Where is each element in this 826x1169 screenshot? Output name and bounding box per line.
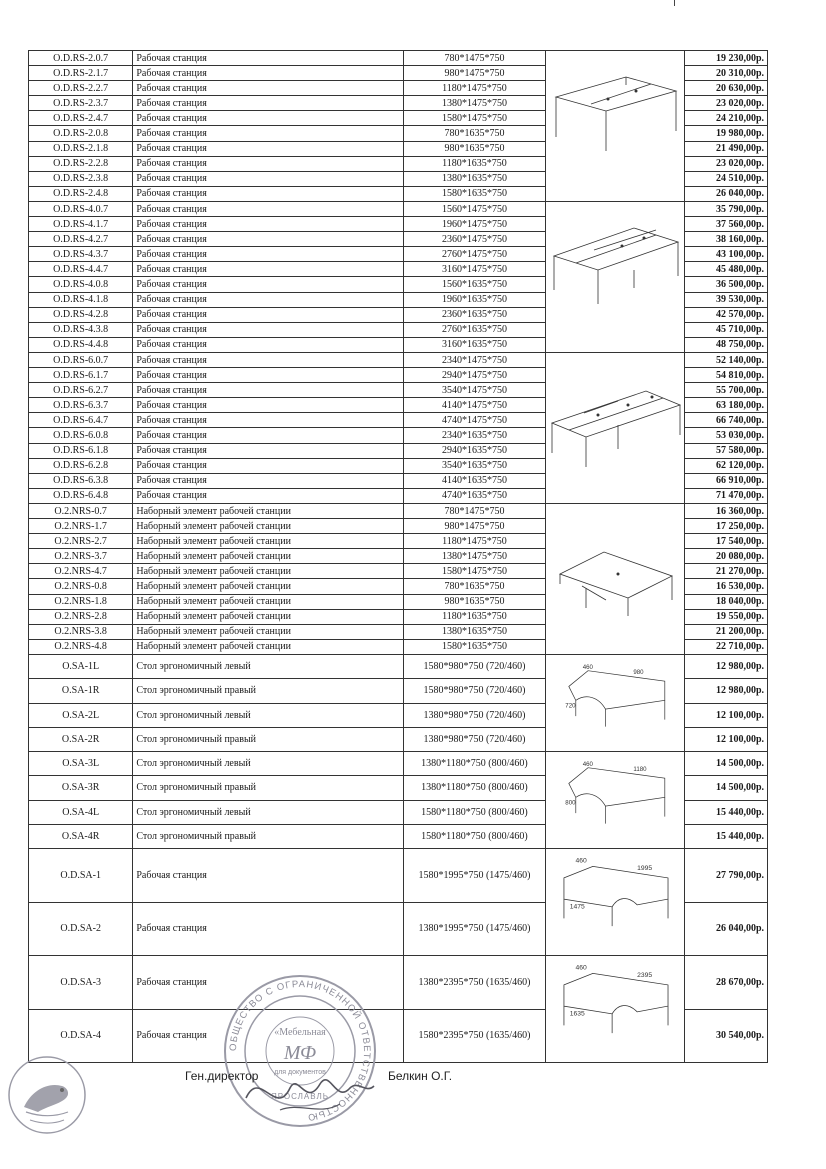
product-code: O.SA-2R: [29, 727, 133, 751]
product-code: O.D.RS-2.2.7: [29, 81, 133, 96]
product-size: 4740*1635*750: [404, 488, 546, 503]
dimension-label: 980: [632, 669, 644, 677]
product-code: O.D.RS-2.3.8: [29, 171, 133, 186]
product-size: 2360*1635*750: [404, 307, 546, 322]
product-size: 1580*2395*750 (1635/460): [404, 1009, 546, 1063]
dimension-label: 460: [575, 964, 587, 972]
product-code: O.2.NRS-0.8: [29, 579, 133, 594]
product-code: O.D.RS-6.1.8: [29, 443, 133, 458]
product-code: O.D.RS-2.1.8: [29, 141, 133, 156]
desk-6-drawing: [545, 353, 685, 504]
product-price: 18 040,00р.: [685, 594, 768, 609]
product-name: Наборный элемент рабочей станции: [133, 579, 404, 594]
product-price: 15 440,00р.: [685, 800, 768, 824]
product-size: 1380*2395*750 (1635/460): [404, 956, 546, 1010]
product-name: Рабочая станция: [133, 849, 404, 903]
product-price: 35 790,00р.: [685, 202, 768, 217]
product-price: 24 510,00р.: [685, 171, 768, 186]
dimension-label: 800: [564, 799, 576, 807]
product-code: O.2.NRS-3.7: [29, 549, 133, 564]
product-code: O.D.RS-4.3.7: [29, 247, 133, 262]
product-price: 12 100,00р.: [685, 703, 768, 727]
product-size: 2340*1635*750: [404, 428, 546, 443]
product-size: 780*1475*750: [404, 504, 546, 519]
table-row: [29, 752, 768, 776]
product-name: Рабочая станция: [133, 81, 404, 96]
product-code: O.2.NRS-2.7: [29, 534, 133, 549]
product-code: O.D.RS-2.4.7: [29, 111, 133, 126]
product-size: 1580*980*750 (720/460): [404, 679, 546, 703]
product-code: O.D.RS-2.1.7: [29, 66, 133, 81]
table-row: [29, 51, 768, 66]
product-name: Рабочая станция: [133, 413, 404, 428]
page-corner-mark: [674, 0, 675, 6]
product-price: 36 500,00р.: [685, 277, 768, 292]
product-name: Рабочая станция: [133, 202, 404, 217]
product-name: Рабочая станция: [133, 902, 404, 956]
product-name: Стол эргономичный левый: [133, 752, 404, 776]
product-name: Рабочая станция: [133, 247, 404, 262]
product-size: 2940*1475*750: [404, 368, 546, 383]
product-price: 21 200,00р.: [685, 624, 768, 639]
product-name: Наборный элемент рабочей станции: [133, 624, 404, 639]
product-code: O.D.RS-4.3.8: [29, 322, 133, 337]
product-code: O.SA-1R: [29, 679, 133, 703]
dimension-label: 1180: [632, 766, 647, 774]
product-price: 38 160,00р.: [685, 232, 768, 247]
product-size: 3540*1475*750: [404, 383, 546, 398]
product-name: Рабочая станция: [133, 262, 404, 277]
product-size: 4140*1475*750: [404, 398, 546, 413]
product-code: O.D.RS-2.3.7: [29, 96, 133, 111]
product-size: 980*1475*750: [404, 66, 546, 81]
table-row: [29, 849, 768, 903]
table-row: [29, 655, 768, 679]
product-name: Рабочая станция: [133, 383, 404, 398]
product-price: 20 080,00р.: [685, 549, 768, 564]
stamp-note: для документов: [274, 1069, 326, 1076]
product-size: 1380*1180*750 (800/460): [404, 776, 546, 800]
product-price: 52 140,00р.: [685, 353, 768, 368]
product-code: O.D.SA-2: [29, 902, 133, 956]
product-price: 23 020,00р.: [685, 156, 768, 171]
product-name: Рабочая станция: [133, 473, 404, 488]
product-code: O.D.RS-6.3.8: [29, 473, 133, 488]
product-size: 780*1475*750: [404, 51, 546, 66]
product-price: 14 500,00р.: [685, 752, 768, 776]
product-price: 53 030,00р.: [685, 428, 768, 443]
dimension-label: 1995: [636, 865, 652, 873]
product-name: Рабочая станция: [133, 277, 404, 292]
product-code: O.D.RS-4.0.7: [29, 202, 133, 217]
product-size: 1960*1635*750: [404, 292, 546, 307]
product-code: O.SA-1L: [29, 655, 133, 679]
product-price: 45 710,00р.: [685, 322, 768, 337]
dimension-label: 1475: [569, 903, 585, 911]
product-price: 12 980,00р.: [685, 655, 768, 679]
product-size: 1180*1635*750: [404, 609, 546, 624]
product-code: O.D.RS-4.4.7: [29, 262, 133, 277]
product-code: O.D.RS-4.1.7: [29, 217, 133, 232]
product-code: O.D.RS-4.2.8: [29, 307, 133, 322]
product-size: 2760*1475*750: [404, 247, 546, 262]
product-price: 30 540,00р.: [685, 1009, 768, 1063]
product-name: Рабочая станция: [133, 292, 404, 307]
product-name: Рабочая станция: [133, 126, 404, 141]
product-size: 1580*1475*750: [404, 111, 546, 126]
product-size: 1380*1635*750: [404, 624, 546, 639]
workstation-1995-drawing: [545, 849, 685, 956]
product-name: Рабочая станция: [133, 232, 404, 247]
product-size: 1960*1475*750: [404, 217, 546, 232]
product-name: Рабочая станция: [133, 443, 404, 458]
product-size: 780*1635*750: [404, 579, 546, 594]
product-price: 16 360,00р.: [685, 504, 768, 519]
desk-4-drawing: [545, 202, 685, 353]
product-price: 22 710,00р.: [685, 639, 768, 654]
product-price: 37 560,00р.: [685, 217, 768, 232]
product-price: 28 670,00р.: [685, 956, 768, 1010]
product-price: 71 470,00р.: [685, 488, 768, 503]
product-size: 4740*1475*750: [404, 413, 546, 428]
product-name: Наборный элемент рабочей станции: [133, 504, 404, 519]
product-name: Стол эргономичный левый: [133, 703, 404, 727]
product-price: 23 020,00р.: [685, 96, 768, 111]
product-name: Рабочая станция: [133, 66, 404, 81]
product-name: Стол эргономичный правый: [133, 679, 404, 703]
product-code: O.SA-2L: [29, 703, 133, 727]
dimension-label: 460: [575, 857, 587, 865]
product-code: O.2.NRS-4.7: [29, 564, 133, 579]
price-table: [28, 50, 768, 1063]
product-price: 15 440,00р.: [685, 824, 768, 848]
product-code: O.2.NRS-2.8: [29, 609, 133, 624]
product-name: Стол эргономичный правый: [133, 824, 404, 848]
product-name: Рабочая станция: [133, 398, 404, 413]
dimension-label: 460: [582, 663, 593, 671]
product-size: 1560*1475*750: [404, 202, 546, 217]
product-name: Рабочая станция: [133, 1009, 404, 1063]
product-size: 1580*980*750 (720/460): [404, 655, 546, 679]
product-name: Рабочая станция: [133, 458, 404, 473]
product-size: 1580*1475*750: [404, 564, 546, 579]
product-size: 1380*1635*750: [404, 171, 546, 186]
stamp-name: «Мебельная: [274, 1027, 326, 1038]
product-code: O.D.RS-6.2.8: [29, 458, 133, 473]
product-code: O.2.NRS-1.7: [29, 519, 133, 534]
product-price: 39 530,00р.: [685, 292, 768, 307]
product-price: 17 250,00р.: [685, 519, 768, 534]
dimension-label: 1635: [569, 1010, 585, 1018]
product-size: 1580*1635*750: [404, 639, 546, 654]
product-name: Наборный элемент рабочей станции: [133, 564, 404, 579]
product-size: 1580*1180*750 (800/460): [404, 800, 546, 824]
table-row: [29, 202, 768, 217]
stamp-city: ЯРОСЛАВЛЬ: [270, 1092, 330, 1101]
product-code: O.D.RS-2.0.8: [29, 126, 133, 141]
product-code: O.D.RS-4.0.8: [29, 277, 133, 292]
product-price: 19 980,00р.: [685, 126, 768, 141]
product-name: Рабочая станция: [133, 141, 404, 156]
table-row: [29, 956, 768, 1010]
product-price: 66 910,00р.: [685, 473, 768, 488]
handwritten-signature: [240, 1058, 380, 1128]
product-size: 1380*980*750 (720/460): [404, 727, 546, 751]
product-code: O.2.NRS-0.7: [29, 504, 133, 519]
product-code: O.2.NRS-3.8: [29, 624, 133, 639]
dimension-label: 2395: [636, 972, 652, 980]
product-size: 2940*1635*750: [404, 443, 546, 458]
product-price: 26 040,00р.: [685, 902, 768, 956]
ergonomic-desk-1180-drawing: [545, 752, 685, 849]
product-code: O.D.RS-6.0.8: [29, 428, 133, 443]
product-code: O.D.SA-3: [29, 956, 133, 1010]
product-size: 2360*1475*750: [404, 232, 546, 247]
product-name: Рабочая станция: [133, 368, 404, 383]
desk-2-drawing: [545, 51, 685, 202]
product-price: 42 570,00р.: [685, 307, 768, 322]
product-code: O.D.RS-6.0.7: [29, 353, 133, 368]
product-price: 48 750,00р.: [685, 337, 768, 352]
product-size: 780*1635*750: [404, 126, 546, 141]
product-name: Рабочая станция: [133, 171, 404, 186]
product-code: O.SA-4L: [29, 800, 133, 824]
product-price: 19 550,00р.: [685, 609, 768, 624]
nrs-element-drawing: [545, 504, 685, 655]
product-size: 1180*1635*750: [404, 156, 546, 171]
product-size: 1380*1475*750: [404, 96, 546, 111]
product-price: 21 270,00р.: [685, 564, 768, 579]
product-size: 980*1635*750: [404, 141, 546, 156]
product-price: 26 040,00р.: [685, 186, 768, 201]
product-price: 45 480,00р.: [685, 262, 768, 277]
product-code: O.D.RS-6.4.8: [29, 488, 133, 503]
stamp-monogram: МФ: [283, 1042, 317, 1064]
product-name: Наборный элемент рабочей станции: [133, 519, 404, 534]
product-size: 3160*1635*750: [404, 337, 546, 352]
product-code: O.D.SA-4: [29, 1009, 133, 1063]
product-code: O.D.RS-6.3.7: [29, 398, 133, 413]
dimension-label: 460: [582, 760, 593, 768]
product-price: 20 310,00р.: [685, 66, 768, 81]
workstation-2395-drawing: [545, 956, 685, 1063]
product-price: 20 630,00р.: [685, 81, 768, 96]
product-code: O.D.RS-6.1.7: [29, 368, 133, 383]
director-title: Ген.директор: [185, 1069, 259, 1083]
product-code: O.D.RS-4.4.8: [29, 337, 133, 352]
product-price: 16 530,00р.: [685, 579, 768, 594]
product-name: Рабочая станция: [133, 156, 404, 171]
product-size: 1180*1475*750: [404, 534, 546, 549]
product-code: O.D.RS-2.4.8: [29, 186, 133, 201]
table-row: [29, 353, 768, 368]
product-price: 55 700,00р.: [685, 383, 768, 398]
product-price: 14 500,00р.: [685, 776, 768, 800]
product-size: 2760*1635*750: [404, 322, 546, 337]
product-price: 12 980,00р.: [685, 679, 768, 703]
product-code: O.D.RS-2.2.8: [29, 156, 133, 171]
product-name: Наборный элемент рабочей станции: [133, 594, 404, 609]
product-code: O.D.RS-4.1.8: [29, 292, 133, 307]
product-name: Рабочая станция: [133, 111, 404, 126]
price-table-body: [29, 51, 768, 1063]
director-name: Белкин О.Г.: [388, 1069, 453, 1083]
product-size: 1380*1475*750: [404, 549, 546, 564]
product-name: Рабочая станция: [133, 353, 404, 368]
product-name: Стол эргономичный правый: [133, 727, 404, 751]
product-size: 1580*1635*750: [404, 186, 546, 201]
product-price: 57 580,00р.: [685, 443, 768, 458]
product-name: Рабочая станция: [133, 322, 404, 337]
product-size: 1380*1995*750 (1475/460): [404, 902, 546, 956]
product-name: Рабочая станция: [133, 956, 404, 1010]
product-price: 12 100,00р.: [685, 727, 768, 751]
ergonomic-desk-980-drawing: [545, 655, 685, 752]
product-size: 1580*1995*750 (1475/460): [404, 849, 546, 903]
product-code: O.D.RS-6.4.7: [29, 413, 133, 428]
product-price: 62 120,00р.: [685, 458, 768, 473]
product-name: Стол эргономичный правый: [133, 776, 404, 800]
product-price: 43 100,00р.: [685, 247, 768, 262]
table-row: [29, 504, 768, 519]
product-price: 19 230,00р.: [685, 51, 768, 66]
product-size: 1580*1180*750 (800/460): [404, 824, 546, 848]
product-price: 24 210,00р.: [685, 111, 768, 126]
product-name: Наборный элемент рабочей станции: [133, 639, 404, 654]
stamp-ring-text: ОБЩЕСТВО С ОГРАНИЧЕННОЙ ОТВЕТСТВЕННОСТЬЮ: [227, 978, 373, 1123]
product-name: Рабочая станция: [133, 307, 404, 322]
bird-emblem-icon: [4, 1052, 90, 1142]
product-code: O.2.NRS-4.8: [29, 639, 133, 654]
product-name: Рабочая станция: [133, 217, 404, 232]
product-code: O.D.RS-4.2.7: [29, 232, 133, 247]
product-size: 1380*980*750 (720/460): [404, 703, 546, 727]
product-size: 4140*1635*750: [404, 473, 546, 488]
product-code: O.SA-3R: [29, 776, 133, 800]
product-code: O.2.NRS-1.8: [29, 594, 133, 609]
product-name: Рабочая станция: [133, 337, 404, 352]
product-code: O.D.RS-2.0.7: [29, 51, 133, 66]
product-name: Рабочая станция: [133, 488, 404, 503]
product-name: Наборный элемент рабочей станции: [133, 609, 404, 624]
product-name: Наборный элемент рабочей станции: [133, 549, 404, 564]
product-name: Рабочая станция: [133, 186, 404, 201]
product-price: 63 180,00р.: [685, 398, 768, 413]
product-size: 1380*1180*750 (800/460): [404, 752, 546, 776]
product-name: Рабочая станция: [133, 96, 404, 111]
product-code: O.SA-4R: [29, 824, 133, 848]
product-code: O.D.RS-6.2.7: [29, 383, 133, 398]
product-size: 1180*1475*750: [404, 81, 546, 96]
product-price: 54 810,00р.: [685, 368, 768, 383]
product-code: O.D.SA-1: [29, 849, 133, 903]
product-name: Рабочая станция: [133, 428, 404, 443]
product-name: Стол эргономичный левый: [133, 800, 404, 824]
product-size: 2340*1475*750: [404, 353, 546, 368]
product-code: O.SA-3L: [29, 752, 133, 776]
product-size: 3540*1635*750: [404, 458, 546, 473]
product-size: 3160*1475*750: [404, 262, 546, 277]
product-size: 1560*1635*750: [404, 277, 546, 292]
product-price: 17 540,00р.: [685, 534, 768, 549]
product-price: 21 490,00р.: [685, 141, 768, 156]
product-name: Стол эргономичный левый: [133, 655, 404, 679]
dimension-label: 720: [564, 702, 576, 710]
product-price: 27 790,00р.: [685, 849, 768, 903]
product-price: 66 740,00р.: [685, 413, 768, 428]
product-size: 980*1635*750: [404, 594, 546, 609]
product-name: Наборный элемент рабочей станции: [133, 534, 404, 549]
product-size: 980*1475*750: [404, 519, 546, 534]
product-name: Рабочая станция: [133, 51, 404, 66]
